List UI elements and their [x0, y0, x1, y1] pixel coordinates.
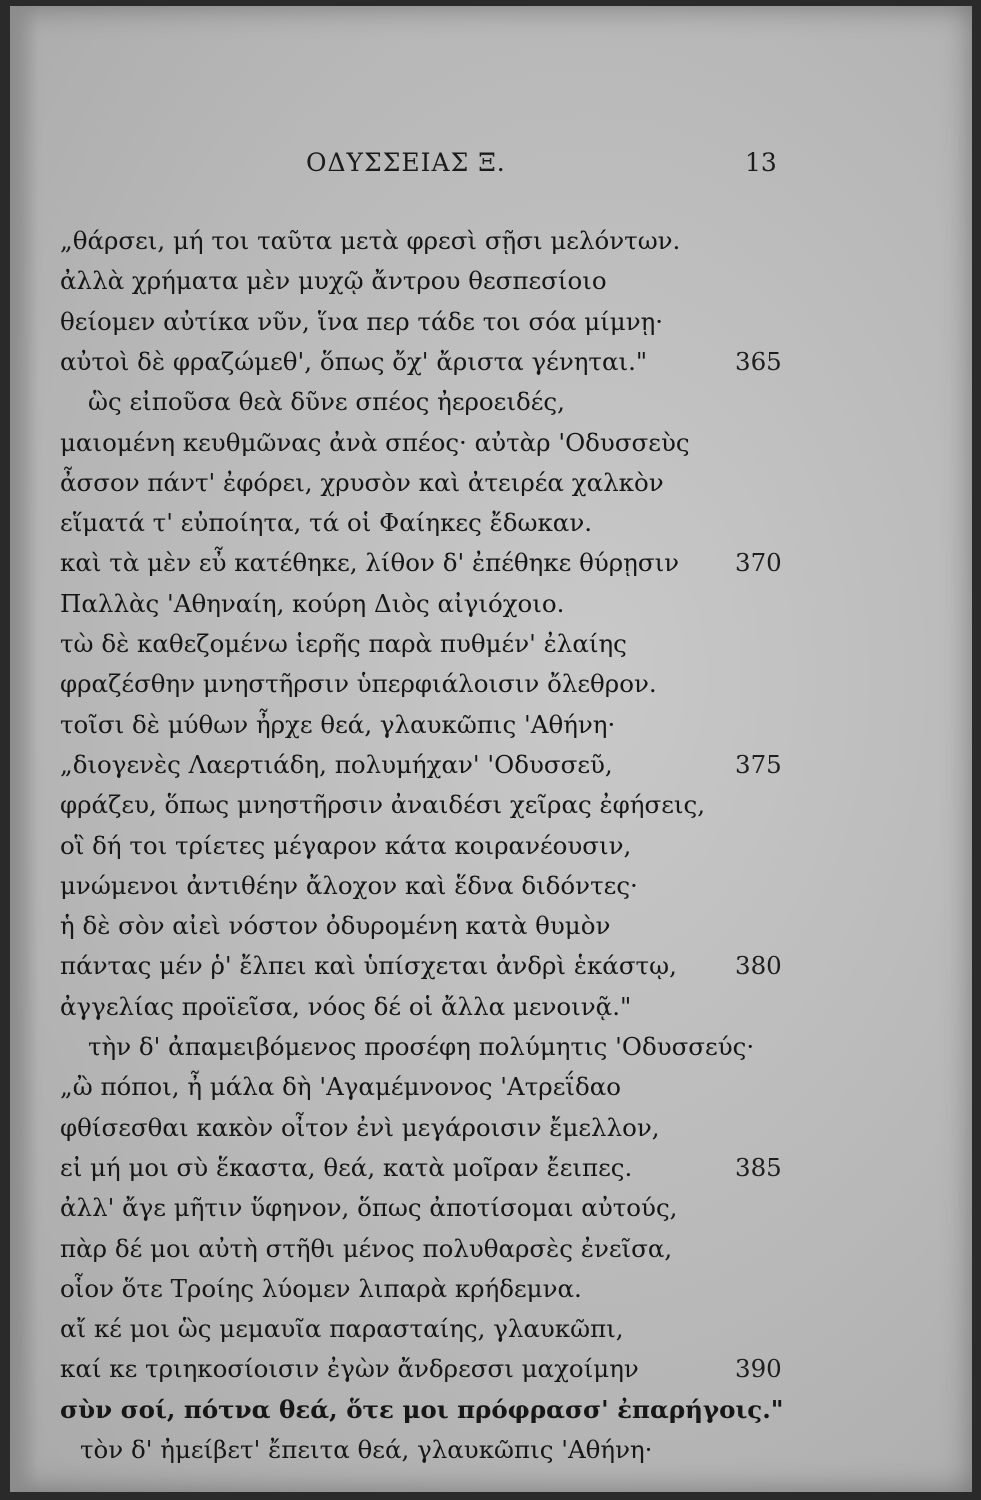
verse-line: [60, 1108, 960, 1148]
book-page: [10, 6, 972, 1492]
verse-text-line: „ὢ πόποι, ἦ μάλα δὴ 'Αγαμέμνονος 'Ατρεΐδαο: [60, 1072, 622, 1102]
verse-line: [60, 866, 960, 906]
verse-line: [60, 543, 960, 583]
verse-text-line: ἀλλ' ἄγε μῆτιν ὕφηνον, ὅπως ἀποτίσομαι αὐτούς,: [60, 1193, 678, 1223]
verse-text-line: τὼ δὲ καθεζομένω ἱερῆς παρὰ πυθμέν' ἐλαίης: [60, 629, 627, 658]
verse-line: [60, 584, 960, 624]
verse-line: [60, 302, 960, 342]
verse-line-number: 370: [735, 548, 782, 578]
verse-text-line: τοῖσι δὲ μύθων ἦρχε θεά, γλαυκῶπις 'Αθήνη·: [60, 709, 616, 739]
verse-text-line: „θάρσει, μή τοι ταῦτα μετὰ φρεσὶ σῇσι μελόντων.: [60, 226, 681, 255]
verse-line: [60, 785, 960, 825]
verse-text-line: ἆσσον πάντ' ἐφόρει, χρυσὸν καὶ ἀτειρέα χαλκὸν: [60, 467, 664, 497]
verse-line-number: 375: [735, 749, 782, 779]
verse-text-line: φραζέσθην μνηστῆρσιν ὑπερφιάλοισιν ὄλεθρον.: [60, 669, 657, 699]
verse-line: [60, 1148, 960, 1188]
verse-text-line: ἡ δὲ σὸν αἰεὶ νόστον ὀδυρομένη κατὰ θυμὸν: [60, 911, 611, 941]
page-number: 13: [745, 148, 777, 177]
verse-text-line: φθίσεσθαι κακὸν οἶτον ἐνὶ μεγάροισιν ἔμελλον,: [60, 1112, 660, 1142]
verse-line: [60, 221, 960, 261]
verse-line: [60, 906, 960, 946]
verse-line: [60, 987, 960, 1027]
verse-line-number: 390: [735, 1354, 782, 1384]
verse-line: [60, 705, 960, 745]
verse-line-number: 385: [735, 1152, 782, 1182]
verse-text-line: αὐτοὶ δὲ φραζώμεθ', ὅπως ὄχ' ἄριστα γένηται.": [60, 346, 648, 376]
verse-line: [60, 1188, 960, 1228]
verse-line: [60, 745, 960, 785]
verse-text-line: θείομεν αὐτίκα νῦν, ἵνα περ τάδε τοι σόα μίμνῃ·: [60, 306, 664, 336]
verse-text-line: ἀλλὰ χρήματα μὲν μυχῷ ἄντρου θεσπεσίοιο: [60, 266, 607, 296]
verse-line: [60, 826, 960, 866]
verse-line: [60, 664, 960, 704]
verse-text-line: τὴν δ' ἀπαμειβόμενος προσέφη πολύμητις 'Οδυσσεύς·: [88, 1032, 755, 1061]
verse-text-line: μνώμενοι ἀντιθέην ἄλοχον καὶ ἕδνα διδόντες·: [60, 870, 638, 900]
verse-text-line: τὸν δ' ἠμείβετ' ἔπειτα θεά, γλαυκῶπις 'Αθήνη·: [80, 1435, 653, 1464]
verse-line: [60, 342, 960, 382]
verse-text-line: φράζευ, ὅπως μνηστῆρσιν ἀναιδέσι χεῖρας ἐφήσεις,: [60, 790, 706, 820]
verse-line: [80, 1430, 972, 1470]
verse-text-line: οἷον ὅτε Τροίης λύομεν λιπαρὰ κρήδεμνα.: [60, 1273, 582, 1303]
verse-line: [60, 503, 960, 543]
verse-line: [60, 261, 960, 301]
verse-text: [10, 6, 972, 1492]
verse-text-line: σὺν σοί, πότνα θεά, ὅτε μοι πρόφρασσ' ἐπαρήγοις.": [60, 1394, 784, 1424]
verse-text-line: καί κε τριηκοσίοισιν ἐγὼν ἄνδρεσσι μαχοίμην: [60, 1354, 639, 1384]
verse-text-line: ἀγγελίας προϊεῖσα, νόος δέ οἱ ἄλλα μενοινᾷ.": [60, 991, 632, 1021]
verse-text-line: εἰ μή μοι σὺ ἕκαστα, θεά, κατὰ μοῖραν ἔειπες.: [60, 1152, 633, 1182]
verse-text-line: πάντας μέν ῥ' ἔλπει καὶ ὑπίσχεται ἀνδρὶ ἑκάστῳ,: [60, 951, 677, 981]
verse-line: [60, 1269, 960, 1309]
verse-line: [60, 1349, 960, 1389]
verse-line: [88, 382, 972, 422]
verse-line: [60, 1309, 960, 1349]
verse-line: [60, 1067, 960, 1107]
verse-text-line: εἵματά τ' εὐποίητα, τά οἱ Φαίηκες ἔδωκαν.: [60, 508, 593, 538]
verse-text-line: μαιομένη κευθμῶνας ἀνὰ σπέος· αὐτὰρ 'Οδυσσεὺς: [60, 427, 690, 457]
verse-text-line: πὰρ δέ μοι αὐτὴ στῆθι μένος πολυθαρσὲς ἐνεῖσα,: [60, 1233, 673, 1263]
verse-text-line: αἴ κέ μοι ὣς μεμαυῖα παρασταίης, γλαυκῶπι,: [60, 1314, 624, 1344]
verse-text-line: οἳ δή τοι τρίετες μέγαρον κάτα κοιρανέουσιν,: [60, 830, 632, 860]
verse-line: [60, 946, 960, 986]
verse-line: [60, 423, 960, 463]
verse-line: [60, 1390, 960, 1430]
verse-line: [60, 624, 960, 664]
verse-line-number: 380: [735, 951, 782, 981]
running-title: ΟΔΥΣΣΕΙΑΣ Ξ.: [306, 148, 506, 177]
verse-line: [88, 1027, 972, 1067]
verse-text-line: ὣς εἰποῦσα θεὰ δῦνε σπέος ἠεροειδές,: [88, 387, 565, 417]
verse-text-line: καὶ τὰ μὲν εὖ κατέθηκε, λίθον δ' ἐπέθηκε θύρῃσιν: [60, 548, 680, 578]
verse-text-line: Παλλὰς 'Αθηναίη, κούρη Διὸς αἰγιόχοιο.: [60, 588, 565, 618]
verse-line: [60, 463, 960, 503]
verse-line-number: 365: [735, 346, 782, 376]
verse-text-line: „διογενὲς Λαερτιάδη, πολυμήχαν' 'Οδυσσεῦ,: [60, 749, 613, 779]
verse-line: [60, 1229, 960, 1269]
